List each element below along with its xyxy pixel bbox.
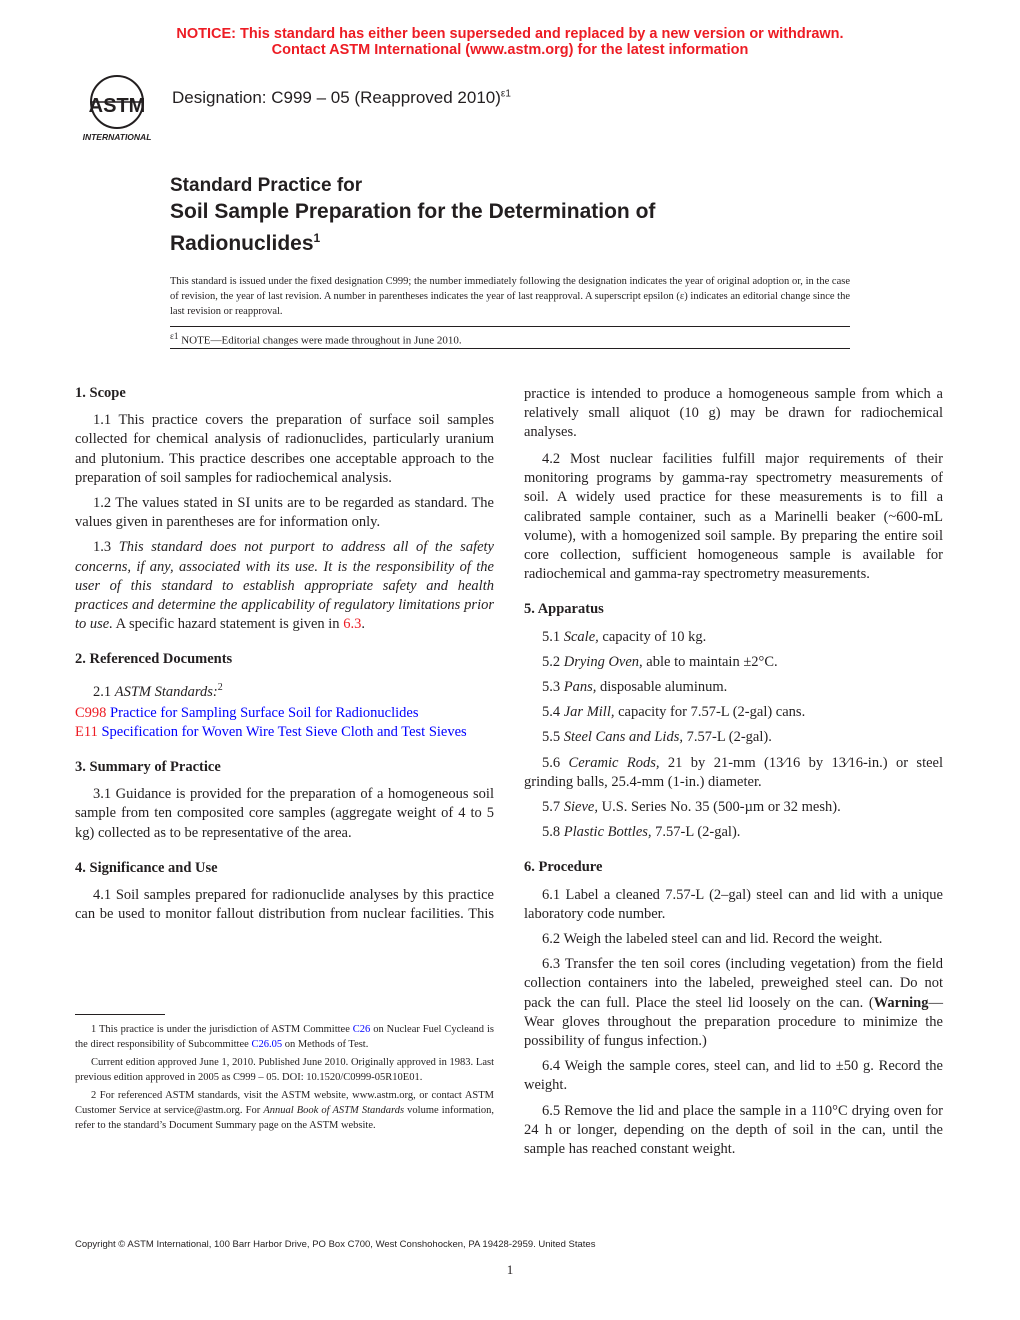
notice-line-2: Contact ASTM International (www.astm.org) for the latest information	[271, 42, 749, 58]
para-3-1: 3.1 Guidance is provided for the preparation of a homogeneous soil sample from ten composited core samples (aggregate weight of 4 to 5 kg) collected as to be representative of the area.	[75, 786, 494, 841]
apparatus-item-num: 5.3	[542, 679, 564, 696]
apparatus-item-name: Jar Mill,	[563, 704, 615, 721]
title-line-1: Standard Practice for	[170, 175, 363, 196]
apparatus-item-name: Plastic Bottles,	[563, 824, 652, 841]
para-2-1-label: ASTM Standards:	[114, 683, 218, 700]
footnote-1	[75, 1022, 494, 1052]
para-2-1	[75, 678, 494, 702]
footnote-2-a: 2 For referenced ASTM standards, visit the ASTM website, www.astm.org, or contact ASTM Customer Service at service@astm.org. For	[75, 1090, 494, 1116]
para-6-4: 6.4 Weigh the sample cores, steel can, and lid to ±50 g. Record the weight.	[524, 1058, 943, 1094]
section-6-heading: 6. Procedure	[524, 859, 603, 876]
rule-top	[170, 326, 850, 327]
apparatus-item-name: Scale,	[563, 628, 599, 645]
ref-c998-title[interactable]: Practice for Sampling Surface Soil for Radionuclides	[106, 704, 419, 721]
section-2-heading: 2. Referenced Documents	[75, 651, 233, 668]
warning-label: Warning	[873, 994, 929, 1011]
apparatus-item	[524, 678, 943, 697]
para-1-3-end: .	[361, 616, 365, 633]
apparatus-item-text: 21 by 21-mm (13⁄16 by 13⁄16-in.) or steel grinding balls, 25.4-mm (1-in.) diameter.	[524, 754, 943, 790]
footnote-1-c: on Methods of Test.	[282, 1039, 369, 1050]
footnote-1-a: 1 This practice is under the jurisdiction of ASTM Committee	[91, 1024, 353, 1035]
apparatus-item-num: 5.7	[542, 799, 564, 816]
right-column	[524, 385, 943, 1165]
footnote-2-b: volume information, refer to the standard’s Document Summary page on the ASTM website.	[75, 1105, 494, 1131]
apparatus-item-name: Ceramic Rods,	[568, 754, 660, 771]
apparatus-item-text: capacity of 10 kg.	[598, 628, 707, 645]
apparatus-item-name: Sieve,	[563, 799, 598, 816]
ref-c998-code[interactable]: C998	[75, 704, 107, 721]
apparatus-item-text: disposable aluminum.	[596, 679, 728, 696]
footnote-1-b: on Nuclear Fuel Cycleand is the direct responsibility of Subcommittee	[75, 1024, 494, 1050]
ref-c998[interactable]	[75, 704, 494, 723]
notice-line-1: NOTICE: This standard has either been superseded and replaced by a new version or withdrawn.	[176, 26, 844, 42]
para-4-1-continued: practice is intended to produce a homogeneous sample from which a relatively small aliquot (10 g) may be drawn for radiochemical analyses.	[524, 386, 943, 441]
para-1-3-tail: A specific hazard statement is given in	[112, 616, 344, 633]
footnote-2-italic: Annual Book of ASTM Standards	[263, 1105, 405, 1116]
apparatus-item-num: 5.6	[542, 754, 569, 771]
page-number: 1	[506, 1262, 514, 1277]
link-c26[interactable]: C26	[352, 1024, 371, 1035]
astm-logo	[74, 74, 160, 144]
editorial-note-text: NOTE—Editorial changes were made throughout in June 2010.	[178, 334, 462, 347]
para-6-3	[524, 955, 943, 1051]
apparatus-item	[524, 703, 943, 722]
apparatus-item-name: Pans,	[563, 679, 597, 696]
apparatus-item-text: U.S. Series No. 35 (500-µm or 32 mesh).	[597, 799, 841, 816]
link-6-3[interactable]: 6.3	[343, 616, 362, 633]
withdrawal-notice	[0, 26, 1020, 58]
footnote-2	[75, 1088, 494, 1133]
section-4-heading: 4. Significance and Use	[75, 859, 218, 876]
apparatus-item-num: 5.5	[542, 729, 564, 746]
para-1-3-caveat: This standard does not purport to address all of the safety concerns, if any, associated with its use. It is the responsibility of the user of this standard to establish appropriate safety and health practices and determine the applicability of regulatory limitations prior to use.	[75, 539, 494, 633]
apparatus-item-num: 5.8	[542, 824, 564, 841]
editorial-note-sup: ε1	[170, 331, 179, 341]
para-2-1-num: 2.1	[93, 683, 115, 700]
apparatus-item-text: capacity for 7.57-L (2-gal) cans.	[614, 704, 806, 721]
para-6-5: 6.5 Remove the lid and place the sample in a 110°C drying oven for 24 h or longer, depending on the depth of soil in the can, until the sample has reached constant weight.	[524, 1102, 943, 1158]
ref-e11-title[interactable]: Specification for Woven Wire Test Sieve Cloth and Test Sieves	[97, 723, 467, 740]
left-column	[75, 384, 494, 930]
section-5-heading: 5. Apparatus	[524, 601, 604, 618]
editorial-note	[170, 331, 462, 347]
title-line-2: Soil Sample Preparation for the Determination of	[170, 200, 656, 223]
para-6-3-a: 6.3 Transfer the ten soil cores (including vegetation) from the field collection containers into the labeled, preweighed steel can. Do not pack the can full. Place the steel lid loosely on the can. (	[524, 956, 943, 1011]
apparatus-item	[524, 823, 943, 842]
para-4-2: 4.2 Most nuclear facilities fulfill major requirements of their monitoring programs by gamma-ray spectrometry measurements of soil. A widely used practice for these measurements is to fill a calibrated sample container, such as a Marinelli beaker (~600-mL volume), with a homogenized soil sample. By preparing the entire soil core collection, sufficient homogeneous sample is available for radiochemical and gamma-ray spectrometry measurements.	[524, 451, 943, 583]
para-6-1: 6.1 Label a cleaned 7.57-L (2–gal) steel can and lid with a unique laboratory code number.	[524, 886, 943, 922]
rule-bottom	[170, 348, 850, 349]
title-line-3: Radionuclides	[170, 232, 314, 255]
title-sup: 1	[313, 231, 321, 245]
para-1-3	[75, 538, 494, 634]
footnotes	[75, 1022, 494, 1136]
link-c26-05[interactable]: C26.05	[251, 1039, 283, 1050]
apparatus-item-name: Drying Oven,	[563, 653, 643, 670]
footnote-1-edition: Current edition approved June 1, 2010. Published June 2010. Originally approved in 1983. Last previous edition approved in 2005 as C999 – 05. DOI: 10.1520/C0999-05R10E01.	[75, 1057, 494, 1083]
apparatus-item	[524, 798, 943, 817]
apparatus-item	[524, 628, 943, 647]
apparatus-item	[524, 754, 943, 792]
apparatus-item	[524, 728, 943, 747]
designation-sup: ε1	[500, 88, 511, 100]
para-1-1: 1.1 This practice covers the preparation of surface soil samples collected for chemical analysis of radionuclides, particularly uranium and plutonium. This practice describes one acceptable approach to the preparation of soil samples for radiochemical analysis.	[75, 412, 494, 486]
para-2-1-sup: 2	[217, 681, 223, 693]
apparatus-item-text: able to maintain ±2°C.	[642, 653, 778, 670]
apparatus-item-num: 5.4	[542, 704, 564, 721]
apparatus-item-text: 7.57-L (2-gal).	[682, 729, 772, 746]
apparatus-item	[524, 653, 943, 672]
logo-letters: ASTM	[88, 95, 146, 117]
ref-e11-code[interactable]: E11	[75, 723, 98, 740]
issue-note: This standard is issued under the fixed designation C999; the number immediately following the designation indicates the year of original adoption or, in the case of revision, the year of last revision. A number in parentheses indicates the year of last reapproval. A superscript epsilon (ε) indicates an editorial change since the last revision or reapproval.	[170, 276, 850, 317]
designation	[172, 88, 511, 108]
apparatus-item-name: Steel Cans and Lids,	[563, 729, 683, 746]
apparatus-list	[524, 628, 943, 843]
apparatus-item-num: 5.2	[542, 653, 564, 670]
designation-text: Designation: C999 – 05 (Reapproved 2010)	[172, 88, 501, 107]
section-1-heading: 1. Scope	[75, 385, 126, 401]
apparatus-item-text: 7.57-L (2-gal).	[651, 824, 741, 841]
ref-e11[interactable]	[75, 723, 494, 742]
document-title	[170, 174, 655, 257]
apparatus-item-num: 5.1	[542, 628, 564, 645]
para-1-2: 1.2 The values stated in SI units are to be regarded as standard. The values given in parentheses are for information only.	[75, 495, 494, 531]
para-6-3-b: —Wear gloves throughout the preparation procedure to minimize the possibility of fungus infection.)	[524, 994, 943, 1050]
logo-subtext: INTERNATIONAL	[82, 132, 152, 142]
para-4-1-start: 4.1 Soil samples prepared for radionuclide analyses by this practice can be used to monitor fallout distribution from nuclear facilities. This	[75, 887, 494, 923]
section-3-heading: 3. Summary of Practice	[75, 759, 221, 776]
copyright: Copyright © ASTM International, 100 Barr Harbor Drive, PO Box C700, West Conshohocken, PA 19428-2959. United States	[75, 1239, 596, 1250]
para-1-3-num: 1.3	[93, 539, 119, 556]
para-6-2: 6.2 Weigh the labeled steel can and lid. Record the weight.	[542, 931, 883, 948]
footnote-rule	[75, 1014, 165, 1015]
